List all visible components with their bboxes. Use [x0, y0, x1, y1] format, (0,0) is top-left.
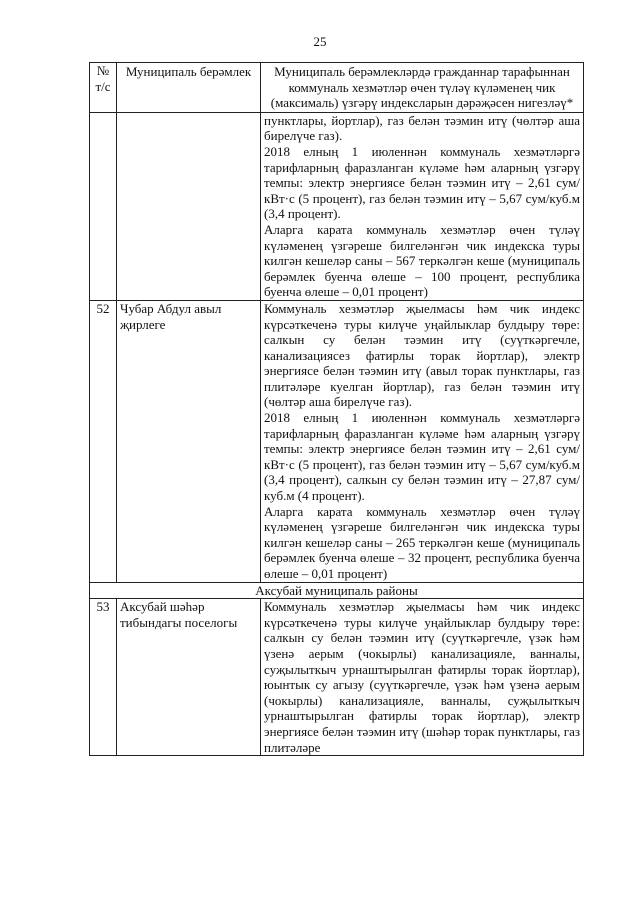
table-row [90, 300, 584, 582]
row-number [90, 112, 117, 300]
basis-paragraph: 2018 елның 1 июленнән коммуналь хезмәтләргә тарифларның фаразланган күләме һәм аларның үзгәрү темпы: электр энергиясе белән тәэмин итү – 2,61 сум/кВт·с (5 процент), газ белән тәэмин итү – 5,67 сум/куб.м (3,4 процент). [264, 143, 580, 222]
basis-paragraph: Аларга карата коммуналь хезмәтләр өчен түләү күләменең үзгәреше билгеләнгән чик индекска туры килгән кешеләр саны – 265 теркәлгән кеше (муниципаль берәмлек буенча өлеше – 32 процент, республика буенча өлеше – 0,01 процент) [264, 503, 580, 581]
section-title: Аксубай муниципаль районы [90, 582, 584, 599]
basis-paragraph: Коммуналь хезмәтләр җыелмасы һәм чик индекс күрсәткеченә туры килүче уңайлыклар булдыру төре: салкын су белән тәэмин итү (суүткәргечле, канализациясез фатирлы торак йортлар), электр энергиясе белән тәэмин итү (авыл торак пунктлары, газ плитәләре куелган йортлар), газ белән тәэмин итү (чөлтәр аша бирелүче газ). [264, 300, 580, 410]
header-number: № т/с [90, 63, 117, 113]
row-municipality: Чубар Абдул авыл җирлеге [117, 300, 261, 582]
tariff-table [89, 62, 584, 756]
row-number: 52 [90, 300, 117, 582]
section-row [90, 582, 584, 599]
page-number: 25 [313, 34, 327, 49]
basis-paragraph: Коммуналь хезмәтләр җыелмасы һәм чик индекс күрсәткеченә туры килүче уңайлыклар булдыру төре: салкын су белән тәэмин итү (суүткәргечле, үзәк һәм үзенә аерым (чокырлы) канализацияле, ванналы, суҗылыткыч урнаштырылган фатирлы торак йортлар), юынтык су агызу (суүткәргечле, үзәк һәм үзенә аерым (чокырлы) канализацияле, ванналы, суҗылыткыч урнаштырылган фатирлы торак йортлар), электр энергиясе белән тәэмин итү (шәһәр торак пунктлары, газ плитәләре [264, 599, 580, 755]
row-municipality [117, 112, 261, 300]
basis-paragraph: 2018 елның 1 июленнән коммуналь хезмәтләргә тарифларның фаразланган күләме һәм аларның үзгәрү темпы: электр энергиясе белән тәэмин итү – 2,61 сум/кВт·с (5 процент), газ белән тәэмин итү – 5,67 сум/куб.м (3,4 процент), салкын су белән тәэмин итү – 27,87 сум/куб.м (4 процент). [264, 410, 580, 504]
table-header-row [90, 63, 584, 113]
row-municipality: Аксубай шәһәр тибындагы поселогы [117, 599, 261, 756]
header-basis: Муниципаль берәмлекләрдә гражданнар тарафыннан коммуналь хезмәтләр өчен түләү күләменең чик (максималь) үзгәрү индексларын дәрәҗәсен нигезләү* [261, 63, 584, 113]
basis-paragraph: пунктлары, йортлар), газ белән тәэмин итү (чөлтәр аша бирелүче газ). [264, 112, 580, 144]
table-row [90, 599, 584, 756]
table-row [90, 112, 584, 300]
row-basis [261, 300, 584, 582]
row-basis [261, 599, 584, 756]
row-basis [261, 112, 584, 300]
basis-paragraph: Аларга карата коммуналь хезмәтләр өчен түләү күләменең үзгәреше билгеләнгән чик индекска туры килгән кешеләр саны – 567 теркәлгән кеше (муниципаль берәмлек буенча өлеше – 100 процент, республика буенча өлеше – 0,01 процент) [264, 221, 580, 300]
row-number: 53 [90, 599, 117, 756]
header-municipality: Муниципаль берәмлек [117, 63, 261, 113]
